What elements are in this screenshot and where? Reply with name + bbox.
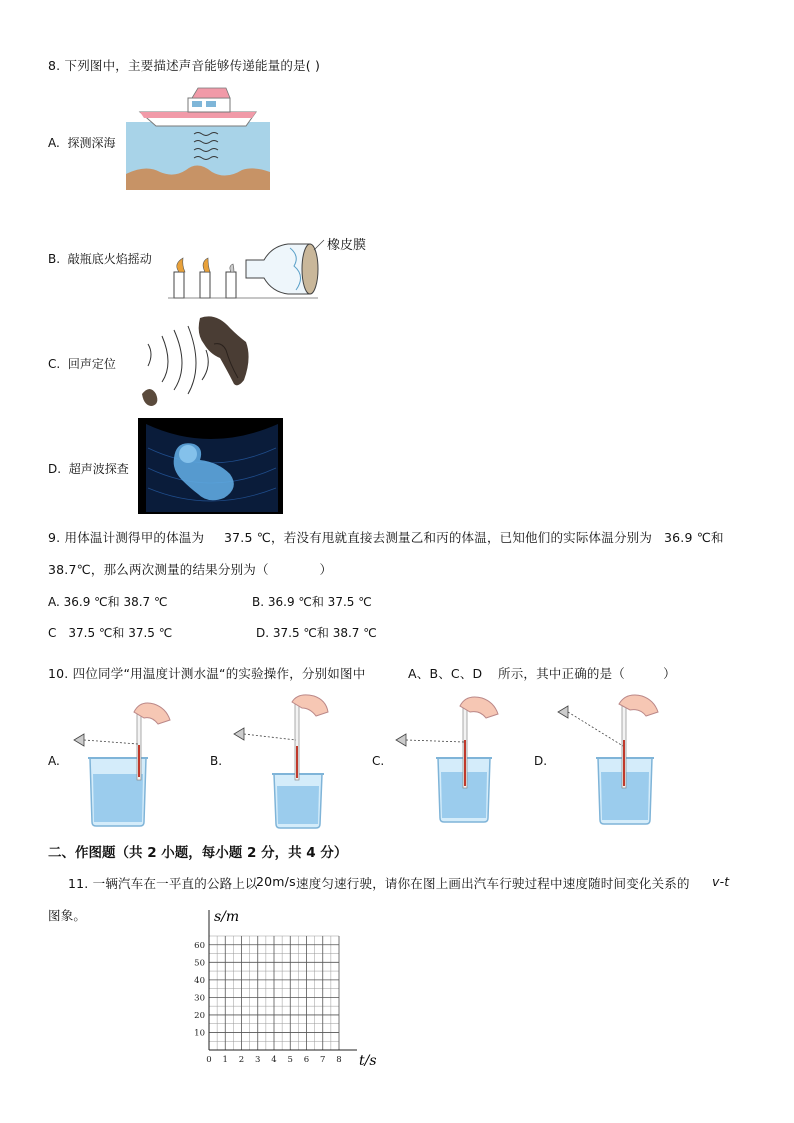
y-tick-label: 40 <box>194 975 205 986</box>
section-title: 二、作图题（共 2 小题，每小题 2 分，共 4 分） <box>48 845 348 861</box>
q10-stem-c: 所示，其中正确的是（ ） <box>498 666 676 681</box>
q11-line1-b: 20m/s <box>256 874 296 889</box>
x-tick-label: 7 <box>320 1055 326 1065</box>
x-tick-label: 1 <box>222 1055 228 1065</box>
q10-stem-b: A、B、C、D <box>408 666 483 681</box>
x-tick-label: 6 <box>303 1055 310 1065</box>
q8-stem: 8. 下列图中，主要描述声音能够传递能量的是( ) <box>48 58 321 73</box>
x-tick-label: 0 <box>206 1055 212 1065</box>
y-axis-label: s/m <box>214 909 240 925</box>
q11-line1-d: v-t <box>712 874 730 889</box>
q10-label-c: C. <box>372 754 385 768</box>
x-tick-label: 3 <box>255 1055 261 1065</box>
q11-line1-c: 速度匀速行驶，请你在图上画出汽车行驶过程中速度随时间变化关系的 <box>296 876 690 891</box>
q8-option-d: D. 超声波探查 <box>48 462 129 476</box>
thermometer-figure-b <box>228 690 348 830</box>
ship-sonar-image <box>126 86 270 190</box>
thermometer-figure-d <box>552 690 672 830</box>
q9-option-d: D. 37.5 ℃和 38.7 ℃ <box>256 626 377 640</box>
q8-option-b: B. 敲瓶底火焰摇动 <box>48 252 152 266</box>
q9-option-b: B. 36.9 ℃和 37.5 ℃ <box>252 595 372 609</box>
thermometer-figure-c <box>390 690 510 830</box>
q10-stem-a: 10. 四位同学“用温度计测水温“的实验操作，分别如图中 <box>48 666 366 681</box>
q9-line1-b: 37.5 ℃，若没有甩就直接去测量乙和丙的体温，已知他们的实际体温分别为 <box>224 530 653 545</box>
tick-labels <box>194 941 342 1065</box>
y-tick-label: 50 <box>194 958 205 969</box>
x-tick-label: 4 <box>271 1055 277 1065</box>
bat-echolocation-image <box>134 314 258 410</box>
q9-line1-c: 36.9 ℃和 <box>664 530 724 545</box>
x-tick-label: 8 <box>336 1055 342 1065</box>
st-graph <box>170 900 390 1070</box>
x-tick-label: 5 <box>287 1055 293 1065</box>
q10-label-b: B. <box>210 754 223 768</box>
membrane-label: 橡皮膜 <box>327 238 367 253</box>
grid-major <box>209 936 339 1050</box>
y-tick-label: 30 <box>194 993 205 1004</box>
q11-line1-a: 11. 一辆汽车在一平直的公路上以 <box>68 876 258 891</box>
thermometer-figure-a <box>66 690 186 830</box>
y-tick-label: 10 <box>194 1028 205 1039</box>
candles-bottle-image <box>168 236 324 302</box>
q8-option-a: A. 探测深海 <box>48 136 116 150</box>
q9-option-a: A. 36.9 ℃和 38.7 ℃ <box>48 595 168 609</box>
q10-label-a: A. <box>48 754 60 768</box>
y-tick-label: 20 <box>194 1010 205 1021</box>
x-axis-label: t/s <box>359 1053 377 1069</box>
x-tick-label: 2 <box>238 1055 245 1065</box>
q9-option-c: C 37.5 ℃和 37.5 ℃ <box>48 626 173 640</box>
q11-line2: 图象。 <box>48 908 87 923</box>
y-tick-label: 60 <box>194 940 205 951</box>
q9-line2: 38.7℃，那么两次测量的结果分别为（ ） <box>48 562 333 577</box>
q10-label-d: D. <box>534 754 548 768</box>
ultrasound-image <box>138 418 283 514</box>
q8-option-c: C. 回声定位 <box>48 357 116 371</box>
q9-line1-a: 9. 用体温计测得甲的体温为 <box>48 530 205 545</box>
